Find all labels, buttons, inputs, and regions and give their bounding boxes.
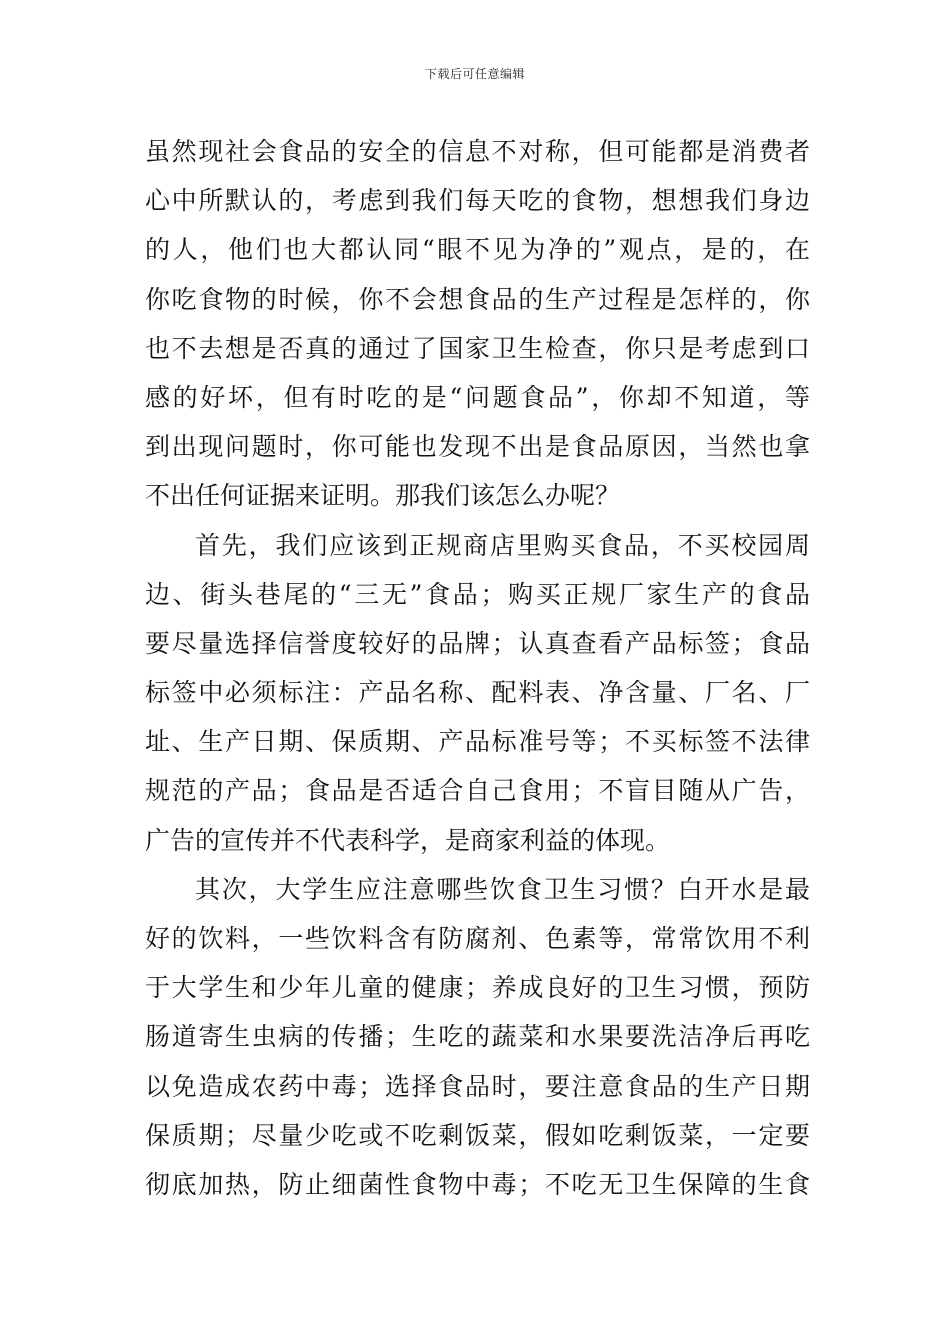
text-line: 感的好坏，但有时吃的是“问题食品”，你却不知道，等 [145, 382, 810, 412]
text-line: 心中所默认的，考虑到我们每天吃的食物，想想我们身边 [145, 186, 810, 216]
text-line: 首先，我们应该到正规商店里购买食品，不买校园周 [195, 530, 810, 560]
text-line: 广告的宣传并不代表科学，是商家利益的体现。 [145, 825, 671, 855]
text-line: 也不去想是否真的通过了国家卫生检查，你只是考虑到口 [145, 333, 810, 363]
text-line: 于大学生和少年儿童的健康；养成良好的卫生习惯，预防 [145, 973, 810, 1003]
text-line: 肠道寄生虫病的传播；生吃的蔬菜和水果要洗洁净后再吃 [145, 1022, 810, 1052]
text-line: 你吃食物的时候，你不会想食品的生产过程是怎样的，你 [145, 284, 810, 314]
document-body [145, 127, 810, 1209]
paragraph-3 [145, 865, 810, 1209]
text-line: 虽然现社会食品的安全的信息不对称，但可能都是消费者 [145, 137, 810, 166]
text-line: 其次，大学生应注意哪些饮食卫生习惯？白开水是最 [195, 874, 810, 904]
paragraph-1 [145, 127, 810, 521]
text-line: 保质期；尽量少吃或不吃剩饭菜，假如吃剩饭菜，一定要 [145, 1120, 810, 1150]
paragraph-2 [145, 521, 810, 865]
text-line: 到出现问题时，你可能也发现不出是食品原因，当然也拿 [145, 432, 810, 462]
text-line: 要尽量选择信誉度较好的品牌；认真查看产品标签；食品 [145, 628, 810, 658]
text-line: 彻底加热，防止细菌性食物中毒；不吃无卫生保障的生食 [145, 1169, 810, 1199]
text-line: 不出任何证据来证明。那我们该怎么办呢？ [145, 481, 621, 511]
text-line: 以免造成农药中毒；选择食品时，要注意食品的生产日期 [145, 1071, 810, 1101]
text-line: 规范的产品；食品是否适合自己食用；不盲目随从广告， [145, 776, 810, 806]
text-line: 好的饮料，一些饮料含有防腐剂、色素等，常常饮用不利 [145, 924, 810, 953]
page-header: 下载后可任意编辑 [424, 67, 525, 81]
text-line: 标签中必须标注：产品名称、配料表、净含量、厂名、厂 [145, 678, 810, 708]
text-line: 址、生产日期、保质期、产品标准号等；不买标签不法律 [145, 727, 810, 757]
text-line: 的人，他们也大都认同“眼不见为净的”观点，是的，在 [145, 235, 810, 265]
text-line: 边、街头巷尾的“三无”食品；购买正规厂家生产的食品 [145, 579, 810, 609]
